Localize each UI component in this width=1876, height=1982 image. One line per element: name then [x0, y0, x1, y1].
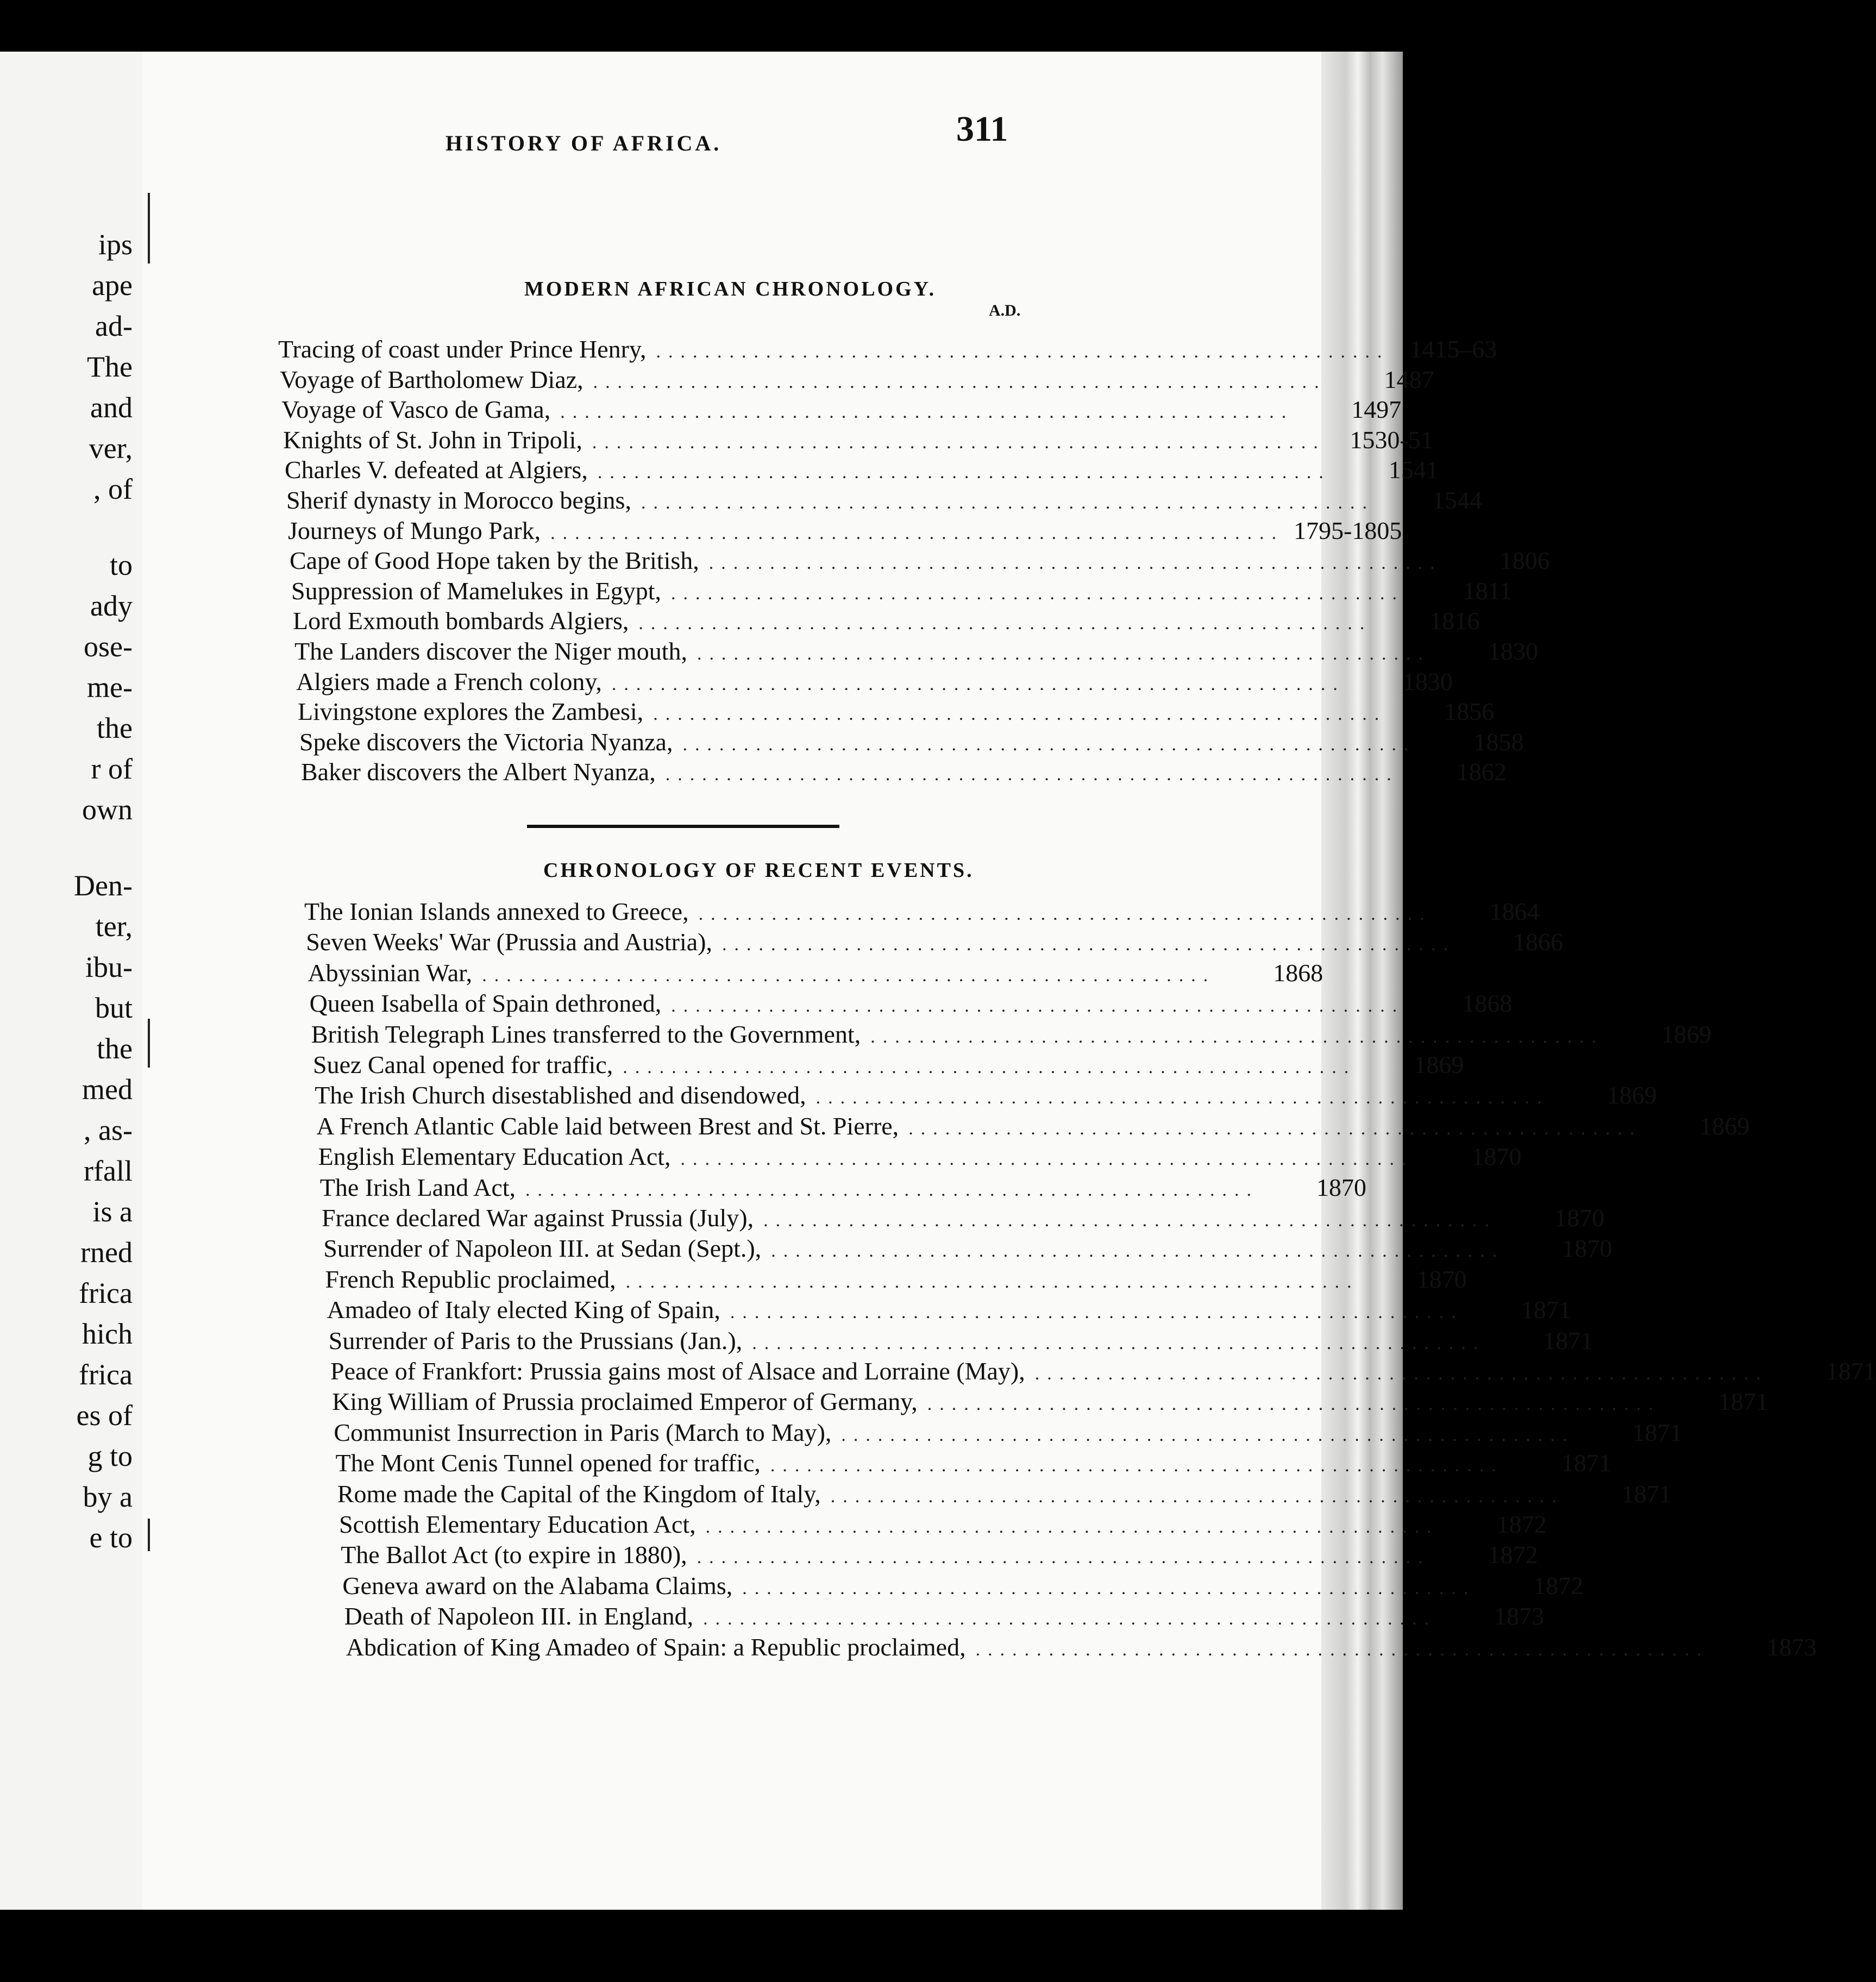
- leader-dots: ............................................................: [560, 402, 1294, 423]
- event-year: 1530-51: [1350, 425, 1433, 454]
- leader-dots: ............................................................: [763, 1210, 1497, 1231]
- page-number: 311: [956, 109, 1008, 149]
- leader-dots: ............................................................: [680, 1149, 1414, 1170]
- gutter-mark: [148, 1019, 150, 1068]
- event-description: Cape of Good Hope taken by the British,: [290, 547, 699, 575]
- left-page-text-fragment: but: [95, 992, 133, 1024]
- left-page-text-fragment: ose-: [84, 630, 133, 663]
- left-page-text-fragment: the: [97, 1032, 133, 1065]
- event-description: A French Atlantic Cable laid between Brest and St. Pierre,: [316, 1112, 899, 1140]
- event-year: 1869: [1414, 1051, 1464, 1078]
- gutter-mark: [148, 193, 150, 264]
- leader-dots: ............................................................: [550, 523, 1284, 543]
- event-year: 1811: [1463, 576, 1512, 605]
- chronology-entry: [311, 1019, 1712, 1050]
- event-description: Lord Exmouth bombards Algiers,: [293, 607, 629, 635]
- chronology-entry: [342, 1571, 1584, 1601]
- chronology-entry: [301, 757, 1507, 787]
- event-description: British Telegraph Lines transferred to the Government,: [311, 1020, 861, 1048]
- event-description: The Irish Church disestablished and disendowed,: [315, 1081, 806, 1109]
- event-year: 1870: [1416, 1265, 1467, 1293]
- left-page-text-fragment: own: [82, 793, 133, 826]
- chronology-entry: [316, 1111, 1750, 1141]
- leader-dots: ............................................................: [665, 764, 1399, 785]
- event-description: Abyssinian War,: [308, 958, 473, 987]
- event-year: 1872: [1496, 1510, 1547, 1538]
- leader-dots: ............................................................: [638, 613, 1372, 634]
- event-year: 1866: [1513, 928, 1564, 956]
- chronology-entry: [315, 1080, 1657, 1111]
- leader-dots: ............................................................: [1034, 1364, 1768, 1384]
- event-description: Surrender of Napoleon III. at Sedan (Sept.),: [323, 1234, 762, 1263]
- left-page-text-fragment: ver,: [89, 432, 133, 465]
- leader-dots: ............................................................: [770, 1456, 1504, 1476]
- event-year: 1497: [1351, 396, 1402, 424]
- leader-dots: ............................................................: [815, 1088, 1549, 1108]
- chronology-entry: [328, 1326, 1593, 1356]
- event-description: The Ionian Islands annexed to Greece,: [304, 898, 689, 925]
- chronology-entry: [306, 927, 1564, 957]
- chronology-entry: [318, 1141, 1522, 1172]
- chronology-entry: [322, 1203, 1605, 1233]
- event-description: Sherif dynasty in Morocco begins,: [286, 486, 631, 514]
- chronology-entry: [280, 365, 1434, 395]
- event-description: The Landers discover the Niger mouth,: [294, 637, 687, 665]
- event-year: 1871: [1621, 1479, 1672, 1508]
- event-description: English Elementary Education Act,: [318, 1143, 671, 1171]
- event-year: 1830: [1402, 667, 1453, 695]
- leader-dots: ............................................................: [698, 904, 1432, 924]
- chronology-entry: [344, 1601, 1545, 1632]
- event-year: 1868: [1462, 989, 1513, 1018]
- leader-dots: ............................................................: [771, 1241, 1505, 1262]
- chronology-entry: [346, 1632, 1817, 1663]
- left-page-text-fragment: Den-: [74, 869, 133, 902]
- event-description: Abdication of King Amadeo of Spain: a Republic proclaimed,: [346, 1633, 966, 1661]
- chronology-entry: [337, 1479, 1672, 1509]
- event-year: 1873: [1494, 1602, 1545, 1630]
- left-page-text-fragment: frica: [79, 1277, 133, 1309]
- leader-dots: ............................................................: [641, 493, 1375, 513]
- event-year: 1816: [1429, 607, 1480, 635]
- event-description: Tracing of coast under Prince Henry,: [278, 335, 647, 363]
- chronology-entry: [334, 1417, 1683, 1448]
- event-year: 1541: [1388, 456, 1439, 484]
- chronology-entry: [290, 545, 1550, 576]
- leader-dots: ............................................................: [682, 734, 1416, 755]
- left-page-text-fragment: me-: [87, 671, 133, 704]
- left-page-text-fragment: hich: [82, 1318, 133, 1350]
- leader-dots: ............................................................: [841, 1425, 1575, 1445]
- left-page-text-fragment: e to: [89, 1521, 133, 1554]
- chronology-entry: [288, 516, 1402, 546]
- chronology-entry: [298, 697, 1495, 727]
- event-year: 1873: [1766, 1633, 1817, 1661]
- leader-dots: ............................................................: [592, 432, 1326, 453]
- event-year: 1858: [1473, 727, 1524, 756]
- event-description: Baker discovers the Albert Nyanza,: [301, 758, 656, 786]
- left-page-text-fragment: to: [109, 549, 133, 581]
- event-description: Communist Insurrection in Paris (March to May),: [334, 1418, 832, 1446]
- event-year: 1871: [1561, 1449, 1611, 1477]
- left-page-text-fragment: , as-: [84, 1114, 133, 1146]
- event-year: 1870: [1554, 1204, 1605, 1232]
- chronology-entry: [313, 1050, 1464, 1080]
- year-header: A.D.: [989, 302, 1021, 319]
- event-year: 1872: [1533, 1571, 1584, 1600]
- gutter-mark: [148, 1519, 150, 1551]
- leader-dots: ............................................................: [697, 644, 1430, 664]
- event-year: 1830: [1488, 637, 1538, 665]
- left-page-text-fragment: ibu-: [85, 951, 133, 983]
- chronology-entry: [308, 958, 1323, 988]
- left-page-text-fragment: , of: [93, 473, 133, 505]
- event-year: 1870: [1562, 1234, 1613, 1263]
- event-description: Peace of Frankfort: Prussia gains most of Alsace and Lorraine (May),: [330, 1357, 1025, 1385]
- event-description: Knights of St. John in Tripoli,: [283, 425, 582, 454]
- leader-dots: ............................................................: [722, 934, 1456, 955]
- leader-dots: ............................................................: [752, 1333, 1486, 1353]
- chronology-entry: [319, 1172, 1367, 1203]
- chronology-entry: [291, 576, 1512, 606]
- event-year: 1870: [1471, 1143, 1522, 1171]
- leader-dots: ............................................................: [730, 1302, 1464, 1323]
- event-description: Journeys of Mungo Park,: [288, 516, 541, 544]
- event-description: Rome made the Capital of the Kingdom of Italy,: [337, 1479, 821, 1508]
- left-page-text-fragment: ady: [90, 589, 133, 622]
- event-description: French Republic proclaimed,: [325, 1265, 616, 1293]
- leader-dots: ............................................................: [908, 1118, 1642, 1139]
- chronology-entry: [323, 1233, 1613, 1264]
- event-description: Livingstone explores the Zambesi,: [298, 698, 644, 726]
- event-year: 1871: [1718, 1388, 1768, 1416]
- left-page-text-fragment: rfall: [84, 1155, 133, 1187]
- event-description: Death of Napoleon III. in England,: [344, 1602, 694, 1630]
- chronology-entry: [341, 1540, 1538, 1570]
- event-description: Suppression of Mamelukes in Egypt,: [291, 576, 661, 605]
- leader-dots: ............................................................: [525, 1180, 1259, 1200]
- left-facing-page: [0, 52, 146, 1910]
- leader-dots: ............................................................: [671, 583, 1404, 604]
- leader-dots: ............................................................: [597, 462, 1331, 483]
- chronology-entry: [330, 1356, 1876, 1387]
- chronology-entry: [327, 1295, 1571, 1325]
- leader-dots: ............................................................: [482, 965, 1216, 986]
- chronology-entry: [309, 988, 1513, 1019]
- leader-dots: ............................................................: [697, 1547, 1430, 1568]
- event-year: 1862: [1456, 758, 1507, 786]
- leader-dots: ............................................................: [611, 674, 1345, 694]
- event-description: Speke discovers the Victoria Nyanza,: [299, 727, 673, 756]
- left-page-text-fragment: and: [90, 391, 133, 424]
- left-page-text-fragment: frica: [79, 1358, 133, 1391]
- left-page-text-fragment: ad-: [95, 310, 133, 342]
- left-page-text-fragment: r of: [91, 752, 133, 785]
- event-year: 1869: [1607, 1081, 1657, 1109]
- event-year: 1871: [1632, 1418, 1683, 1446]
- event-description: Scottish Elementary Education Act,: [339, 1510, 696, 1538]
- event-year: 1869: [1661, 1020, 1712, 1048]
- event-description: The Ballot Act (to expire in 1880),: [341, 1541, 687, 1569]
- event-year: 1868: [1273, 958, 1323, 987]
- event-year: 1487: [1384, 365, 1434, 393]
- left-page-text-fragment: ter,: [95, 910, 133, 943]
- chronology-entry: [304, 896, 1540, 927]
- event-year: 1795-1805: [1294, 516, 1402, 544]
- chronology-entry: [294, 636, 1538, 667]
- event-description: Voyage of Vasco de Gama,: [281, 396, 551, 424]
- event-year: 1544: [1432, 486, 1482, 514]
- left-page-text-fragment: ape: [92, 269, 133, 302]
- event-year: 1856: [1444, 698, 1495, 726]
- event-year: 1869: [1699, 1112, 1750, 1140]
- event-description: Algiers made a French colony,: [296, 667, 602, 695]
- event-description: Queen Isabella of Spain dethroned,: [309, 989, 662, 1018]
- left-page-text-fragment: the: [97, 712, 133, 744]
- event-description: France declared War against Prussia (July),: [322, 1204, 754, 1232]
- modern-chronology-title: MODERN AFRICAN CHRONOLOGY.: [524, 278, 937, 300]
- leader-dots: ............................................................: [705, 1517, 1439, 1537]
- event-year: 1872: [1488, 1541, 1538, 1569]
- event-year: 1864: [1489, 898, 1540, 925]
- leader-dots: ............................................................: [830, 1486, 1564, 1507]
- section-divider: [527, 825, 839, 828]
- left-page-text-fragment: ips: [98, 228, 133, 261]
- chronology-entry: [285, 455, 1439, 485]
- chronology-entry: [339, 1509, 1547, 1540]
- chronology-entry: [325, 1264, 1467, 1295]
- leader-dots: ............................................................: [703, 1609, 1437, 1629]
- event-description: Voyage of Bartholomew Diaz,: [280, 365, 583, 393]
- left-page-text-fragment: is a: [92, 1195, 133, 1228]
- event-description: King William of Prussia proclaimed Emperor of Germany,: [332, 1388, 918, 1416]
- chronology-entry: [335, 1448, 1611, 1478]
- recent-events-title: CHRONOLOGY OF RECENT EVENTS.: [543, 859, 974, 882]
- event-year: 1870: [1316, 1173, 1367, 1201]
- chronology-entry: [332, 1387, 1768, 1417]
- chronology-entry: [299, 727, 1524, 757]
- chronology-entry: [286, 485, 1482, 516]
- event-description: Surrender of Paris to the Prussians (Jan.),: [328, 1326, 743, 1354]
- event-year: 1871: [1543, 1326, 1593, 1354]
- event-description: Charles V. defeated at Algiers,: [285, 456, 588, 484]
- event-description: Amadeo of Italy elected King of Spain,: [327, 1296, 720, 1324]
- leader-dots: ............................................................: [593, 372, 1327, 392]
- event-year: 1871: [1521, 1296, 1571, 1324]
- chronology-entry: [293, 606, 1480, 636]
- leader-dots: ............................................................: [625, 1271, 1359, 1292]
- left-page-text-fragment: med: [82, 1073, 133, 1106]
- left-page-text-fragment: g to: [87, 1440, 133, 1472]
- left-page-text-fragment: es of: [76, 1399, 133, 1432]
- leader-dots: ............................................................: [742, 1578, 1476, 1598]
- running-head: HISTORY OF AFRICA.: [446, 131, 722, 155]
- leader-dots: ............................................................: [671, 996, 1405, 1017]
- event-description: Seven Weeks' War (Prussia and Austria),: [306, 928, 713, 956]
- chronology-entry: [283, 425, 1433, 455]
- chronology-entry: [281, 394, 1402, 425]
- event-description: The Mont Cenis Tunnel opened for traffic,: [335, 1449, 761, 1477]
- leader-dots: ............................................................: [975, 1639, 1709, 1660]
- event-year: 1415–63: [1409, 335, 1497, 363]
- leader-dots: ............................................................: [870, 1026, 1604, 1047]
- event-description: The Irish Land Act,: [319, 1173, 516, 1201]
- chronology-entry: [296, 667, 1453, 697]
- event-year: 1871: [1825, 1357, 1876, 1385]
- event-description: Suez Canal opened for traffic,: [313, 1051, 613, 1078]
- left-page-text-fragment: by a: [83, 1481, 133, 1513]
- chronology-entry: [278, 334, 1497, 365]
- leader-dots: ............................................................: [927, 1394, 1661, 1415]
- leader-dots: ............................................................: [653, 704, 1387, 725]
- leader-dots: ............................................................: [708, 553, 1442, 574]
- left-page-text-fragment: The: [87, 350, 133, 383]
- leader-dots: ............................................................: [656, 342, 1390, 362]
- left-page-text-fragment: rned: [80, 1236, 133, 1269]
- leader-dots: ............................................................: [623, 1057, 1357, 1077]
- event-year: 1806: [1499, 547, 1550, 575]
- event-description: Geneva award on the Alabama Claims,: [342, 1571, 733, 1600]
